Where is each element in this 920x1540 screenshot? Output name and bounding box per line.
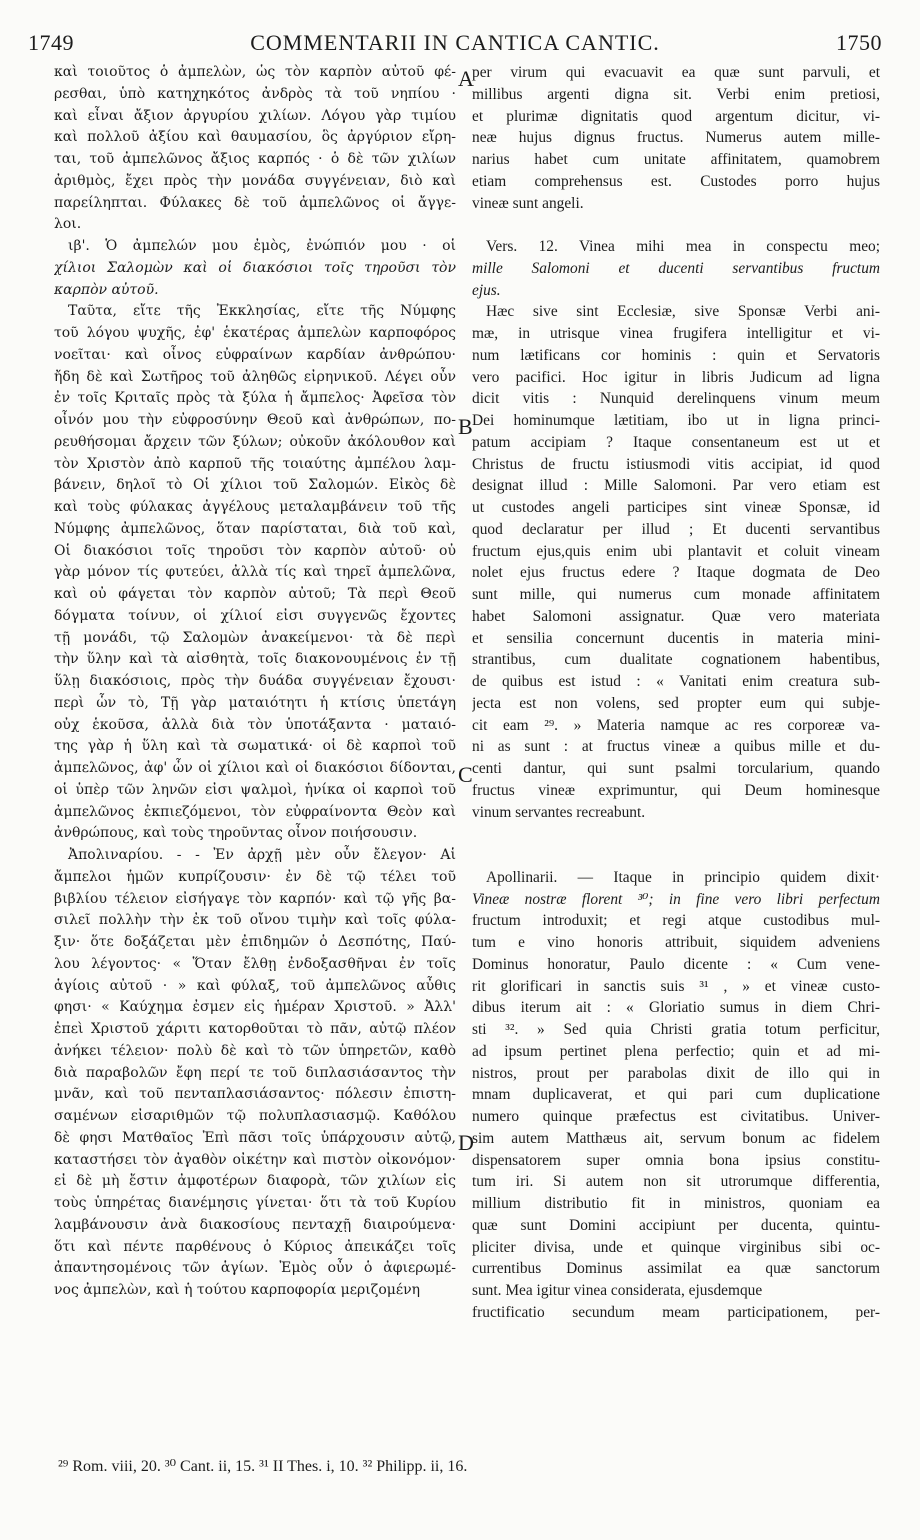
margin-letter-a: A xyxy=(458,66,474,91)
text-line: ἐν τοῖς Κριταῖς πρὸς τὰ ξύλα ἡ ἄμπελος· Ἀφεῖσα τὸν xyxy=(54,390,456,407)
text-line: jecta est non volens, sed propter eum qui subje- xyxy=(472,694,880,712)
text-line: millium distributio fit in ministros, quoniam ea xyxy=(472,1195,880,1212)
text-line: εἰ δὲ μὴ ἔστιν ἀμφοτέρων διαφορὰ, τῶν χιλίων εἰς xyxy=(54,1173,456,1190)
text-line: habet Salomoni assignatur. Quæ vero materiata xyxy=(472,607,880,625)
text-line: nolet ejus fructus edere ? Itaque dogmata de Deo xyxy=(472,564,880,582)
text-line: τῇ μονάδι, τῷ Σαλομὼν ἀνακείμενοι· τὰ δὲ περὶ xyxy=(54,629,456,646)
text-line: per virum qui evacuavit ea quæ sunt parvuli, et xyxy=(472,64,880,81)
text-line: de quibus est istud : « Vanitati enim creatura sub- xyxy=(472,673,880,690)
text-line: narius habet cum unitate affinitatem, quamobrem xyxy=(472,151,880,168)
text-line: ται, τοῦ ἀμπελῶνος ἄξιος καρπός · ὁ δὲ τῶν χιλίων xyxy=(54,151,456,167)
greek-column xyxy=(54,62,456,1302)
text-line: ξιν· ὅτε δοξάζεται μὲν ἐπιδημῶν ὁ Δεσπότης, Παύ- xyxy=(54,934,456,950)
text-line xyxy=(472,214,880,236)
margin-letter-d: D xyxy=(458,1130,474,1155)
text-line: fructum introduxit; et regi atque custodibus mul- xyxy=(472,912,880,930)
text-line: sim autem Matthæus ait, servum bonum ac fidelem xyxy=(472,1129,880,1147)
text-line: οἱ ὑπὲρ τῶν ληνῶν εἰσι ψαλμοὶ, ἡνίκα οἱ καρποὶ τοῦ xyxy=(54,781,456,798)
text-line: num lætificans cor hominis : quin et Servatoris xyxy=(472,346,880,364)
page-number-left: 1749 xyxy=(28,30,74,55)
text-line: Dominus honoratur, Paulo dicente : « Cum vene- xyxy=(472,955,880,973)
text-line: φησι· « Καύχημα ἐσμεν εἰς ἡμέραν Χριστοῦ. » Ἀλλ' xyxy=(54,999,456,1016)
text-line: ejus. xyxy=(472,281,501,299)
text-line: quod declaratur per illud ; Et ducenti servantibus xyxy=(472,520,880,538)
text-line: γὰρ μόνον τίς φυτεύει, ἀλλὰ τίς καὶ τηρεῖ ἀμπελῶνα, xyxy=(54,564,456,581)
text-line xyxy=(472,845,880,867)
text-line: sti ³². » Sed quia Christi gratia totum perficitur, xyxy=(472,1021,880,1038)
text-line: δὲ φησι Ματθαῖος Ἐπὶ πᾶσι τοῖς ὑπάρχουσιν αὐτῷ, xyxy=(54,1129,456,1146)
text-line: ὅτι καὶ πέντε παρθένους ὁ Κύριος ἀπεικάζει τοῖς xyxy=(54,1238,456,1255)
text-line: σιλεῖ πολλὴν τὴν ἐκ τοῦ οἴνου τιμὴν καὶ τοῖς φύλα- xyxy=(54,912,456,929)
text-line: Νύμφης ἀμπελῶνος, ὅταν παρίσταται, διὰ τοῦ καὶ, xyxy=(54,520,456,537)
text-line: vineæ sunt angeli. xyxy=(472,194,584,212)
text-line: Ἀπολιναρίου. - - Ἐν ἀρχῇ μὲν οὖν ἔλεγον· Αἱ xyxy=(68,847,456,863)
text-line: et sensilia concernunt ducentis in materia mini- xyxy=(472,629,880,647)
text-line: καρπὸν αὐτοῦ. xyxy=(54,281,159,298)
text-line: ἐπεὶ Χριστοῦ χάριτι κατορθοῦται τὸ πᾶν, αὐτῷ πλέον xyxy=(54,1021,456,1037)
text-line: fructum ejus,quis enim ubi plantavit et coluit vineam xyxy=(472,542,880,560)
text-line: ἄμπελοι ἡμῶν κυπρίζουσιν· ἐν δὲ τῷ τέλει τοῦ xyxy=(54,868,456,885)
text-line: τοῦ λόγου ψυχῆς, ἐφ' ἑκατέρας ἀμπελὼν καρποφόρος xyxy=(54,325,456,341)
text-line: currentibus Dominus assimilat ea quæ sanctorum xyxy=(472,1260,880,1278)
text-line: περὶ ὧν τὸ, Τῇ γὰρ ματαιότητι ἡ κτίσις ὑπετάγη xyxy=(54,694,456,711)
text-line: tum e vino honoris attribuit, siquidem adveniens xyxy=(472,934,880,951)
text-line: διὰ παραβολῶν ἔφη περί τε τοῦ διπλασιάσαντος τὴν xyxy=(54,1064,456,1081)
text-line: ἁγίοις αὐτοῦ · » καὶ φύλαξ, τοῦ ἀμπελῶνος αὖθις xyxy=(54,977,456,994)
footnotes: ²⁹ Rom. viii, 20. ³⁰ Cant. ii, 15. ³¹ II Thes. i, 10. ³² Philipp. ii, 16. xyxy=(58,1458,468,1475)
text-line xyxy=(472,823,880,845)
text-line: ἀριθμὸς, ἔχει πρὸς τὴν μονάδα συγγένειαν, διὸ καὶ xyxy=(54,172,456,189)
text-line: Hæc sive sint Ecclesiæ, sive Sponsæ Verbi ani- xyxy=(486,303,880,321)
text-line: neæ hujus dignus fructus. Numerus autem mille- xyxy=(472,129,880,147)
text-line: millibus argenti digna sit. Verbi enim pretiosi, xyxy=(472,85,880,103)
text-line: mnam duplicaverat, et qui pari cum duplicatione xyxy=(472,1086,880,1104)
text-line: etiam comprehensus est. Custodes porro hujus xyxy=(472,172,880,190)
text-line: καὶ εἶναι ἄξιον ἀργυρίου χιλίων. Λόγου γὰρ τιμίου xyxy=(54,107,456,124)
text-line: tum iri. Si autem non sit utrorumque differentia, xyxy=(472,1173,880,1191)
text-line: τὸν Χριστὸν ἀπὸ καρποῦ τῆς τοιαύτης ἀμπέλου λαμ- xyxy=(54,455,456,472)
text-line: nistros, prout per parabolas dixit de illo qui in xyxy=(472,1064,880,1082)
text-line: ἤδη δὲ καὶ Σωτῆρος τοῦ ἀληθῶς εἰρηνικοῦ. Λέγει οὖν xyxy=(54,368,456,385)
text-line: καὶ τοιοῦτος ὁ ἀμπελὼν, ὡς τὸν καρπὸν αὐτοῦ φέ- xyxy=(54,64,456,80)
text-line: παρείληπται. Φύλακες δὲ τοῦ ἀμπελῶνος οἱ ἄγγε- xyxy=(54,194,456,211)
text-line: Vineæ nostræ florent ³⁰; in fine vero libri perfectum xyxy=(472,890,880,908)
text-line: ἀπαντησομένοις τῶν ἁγίων. Ἐμὸς οὖν ὁ ἀφιερωμέ- xyxy=(54,1260,456,1277)
margin-letter-c: C xyxy=(458,762,473,787)
text-line: Vers. 12. Vinea mihi mea in conspectu meo; xyxy=(486,238,880,255)
text-line: τὴν ὕλην καὶ τὰ αἰσθητὰ, τοῖς διακονουμένοις ἐν τῇ xyxy=(54,651,456,668)
text-line: ἀνήκει τέλειον· πολὺ δὲ καὶ τὸ τῶν ὑπηρετῶν, καθὸ xyxy=(54,1042,456,1059)
text-line: λαμβάνουσιν ἀνὰ διακοσίους πενταχῇ διαιρούμενα· xyxy=(54,1216,456,1233)
text-line: βάνειν, δηλοῖ τὸ Οἱ χίλιοι τοῦ Σαλομών. Εἰκὸς δὲ xyxy=(54,477,456,494)
text-line: strantibus, cum dualitate cognationem habentibus, xyxy=(472,651,880,669)
text-line: οἶνόν μου τὴν εὐφροσύνην Θεοῦ καὶ ἀνθρώπων, πο- xyxy=(54,412,456,428)
page-header xyxy=(28,30,882,60)
text-line: καταστήσει τὸν ἀγαθὸν οἰκέτην καὶ πιστὸν οἰκονόμον· xyxy=(54,1151,456,1168)
text-line: mille Salomoni et ducenti servantibus fructum xyxy=(472,259,880,277)
text-line: βιβλίου τέλειον εἰσήγαγε τὸν καρπόν· καὶ τῷ γῆς βα- xyxy=(54,890,456,907)
text-line: sunt. Mea igitur vinea considerata, ejusdemque xyxy=(472,1282,763,1299)
text-line: rit glorificari in sanctis suis ³¹ , » et vineæ custo- xyxy=(472,977,880,995)
text-line: της γὰρ ἡ ὕλη καὶ τὰ σωματικά· οἱ δὲ καρποὶ τοῦ xyxy=(54,738,456,755)
text-line: νος ἀμπελὼν, καὶ ἡ τούτου καρποφορία μεριζομένη xyxy=(54,1282,420,1298)
text-line: ἀμπελῶνος ἐκπιεζόμενοι, τὸν εὐφραίνοντα Θεὸν καὶ xyxy=(54,803,456,820)
text-line: τοὺς ὑπηρέτας διανέμησις γίνεται· ὅτι τὰ τοῦ Κυρίου xyxy=(54,1195,456,1211)
text-line: λου λέγοντος· « Ὅταν ἔλθῃ ἐνδοξασθῆναι ἐν τοῖς xyxy=(54,955,456,972)
text-line: λοι. xyxy=(54,216,82,233)
text-line: χίλιοι Σαλομὼν καὶ οἱ διακόσιοι τοῖς τηροῦσι τὸν xyxy=(54,259,456,276)
page-number-right: 1750 xyxy=(836,30,882,55)
text-line: ut custodes angeli participes sint vineæ Sponsæ, id xyxy=(472,499,880,516)
text-line: Dei hominumque lætitiam, ibo ut in ligna princi- xyxy=(472,412,880,429)
text-line: σαμένων εἰσαριθμῶν τῷ πολυπλασιασμῷ. Καθόλου xyxy=(54,1108,456,1124)
text-line: vero pacifici. Hoc igitur in libris Judicum ad ligna xyxy=(472,368,880,386)
text-line: fructus vineæ exprimuntur, qui Deum hominesque xyxy=(472,781,880,799)
text-line: patum accipiam ? Itaque consentaneum est ut et xyxy=(472,433,880,451)
text-line: ni as sunt : at fructus vineæ a quibus mille et du- xyxy=(472,738,880,756)
text-line: μνᾶν, καὶ τοῦ πενταπλασιάσαντος· πόλεσιν ἐπιστη- xyxy=(54,1086,456,1103)
text-line: καὶ τοὺς φύλακας ἀγγέλους μεταλαμβάνειν τοῦ τῆς xyxy=(54,499,456,515)
text-line: ad ipsum pertinet plena perfectio; quin et ad mi- xyxy=(472,1042,880,1060)
text-line: δόγματα τοίνυν, οἱ χίλιοί εἰσι συγγενῶς ἔχοντες xyxy=(54,607,456,624)
text-line: dispensatorem super omnia bona ipsius constitu- xyxy=(472,1151,880,1169)
text-line: numero quinque præfectus est civitatibus. Univer- xyxy=(472,1108,880,1125)
text-line: ρεσθαι, ὑπὸ κατηχηκότος ἀνδρὸς τὰ τοῦ νηπίου · xyxy=(54,85,456,102)
text-line: fructificatio secundum meam participationem, per- xyxy=(472,1303,880,1321)
text-line: ἀνθρώπους, καὶ τοὺς τηροῦντας οἶνον ποιήσουσιν. xyxy=(54,825,418,842)
text-line: sunt mille, qui numerus cum monade affinitatem xyxy=(472,586,880,603)
text-line: καὶ πολλοῦ ἀξίου καὶ θαυμασίου, ὃς ἀργύριον εἴρη- xyxy=(54,129,456,146)
text-line: καὶ οὐ φάγεται τὸν καρπὸν αὐτοῦ; Τὰ περὶ Θεοῦ xyxy=(54,586,456,602)
text-line: centi dantur, qui sunt psalmi torcularium, quando xyxy=(472,760,880,777)
text-line: dicit vitis : Nunquid derelinquens vinum meum xyxy=(472,390,880,408)
latin-column xyxy=(472,62,880,1324)
text-line: quæ sunt Domini accipiunt per ducenta, quintu- xyxy=(472,1216,880,1234)
text-line: οὐχ ἑκοῦσα, ἀλλὰ διὰ τὸν ὑποτάξαντα · ματαιό- xyxy=(54,716,456,733)
text-line: Christus de fructu istiusmodi vitis accipiat, id quod xyxy=(472,455,880,473)
text-line: ρευθήσομαι ἄρχειν τῶν ξύλων; οὐκοῦν ἀκόλουθον καὶ xyxy=(54,433,456,450)
text-line: Οἱ διακόσιοι τοῖς τηροῦσι τὸν καρπὸν αὐτοῦ· οὐ xyxy=(54,542,456,559)
text-line: Ταῦτα, εἴτε τῆς Ἐκκλησίας, εἴτε τῆς Νύμφης xyxy=(68,303,456,320)
text-line: ἀμπελῶνος, ἀφ' ὧν οἱ χίλιοι καὶ οἱ διακόσιοι δίδονται, xyxy=(54,760,456,776)
text-line: ιβ'. Ὁ ἀμπελών μου ἐμὸς, ἐνώπιόν μου · οἱ xyxy=(68,238,456,254)
text-line: ὕλῃ διακόσιοις, πρὸς τὴν δυάδα συγγένειαν ἔχουσι· xyxy=(54,673,456,689)
text-line: vinum servantes recreabunt. xyxy=(472,803,646,821)
text-line: Apollinarii. — Itaque in principio quidem dixit· xyxy=(486,868,880,886)
text-line: dibus iterum ait : « Gloriatio sumus in diem Chri- xyxy=(472,999,880,1017)
text-line: pliciter divisa, unde et quinque virginibus sibi oc- xyxy=(472,1238,880,1256)
text-line: designat illud : Mille Salomoni. Par vero etiam est xyxy=(472,477,880,495)
running-title: COMMENTARII IN CANTICA CANTIC. xyxy=(250,30,660,55)
text-line: mæ, in utrisque vinea frugifera intelligitur et vi- xyxy=(472,325,880,342)
text-line: νοεῖται· καὶ οἶνος εὐφραίνων καρδίαν ἀνθρώπου· xyxy=(54,346,456,363)
text-line: et plurimæ dignitatis quod argentum dicitur, vi- xyxy=(472,107,880,125)
margin-letter-b: B xyxy=(458,414,473,439)
text-line: cit eam ²⁹. » Materia namque ac res corporeæ va- xyxy=(472,716,880,734)
